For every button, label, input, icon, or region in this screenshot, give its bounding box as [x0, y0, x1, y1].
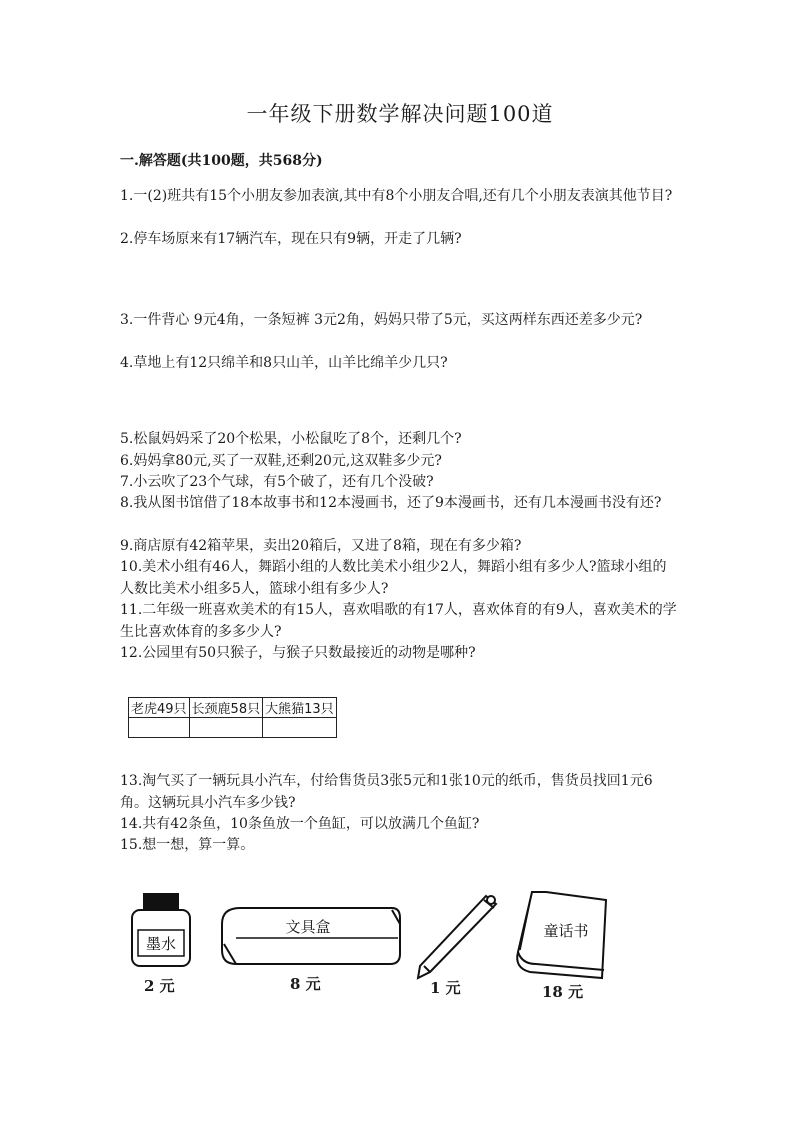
table-cell-tiger: 老虎49只 — [129, 698, 190, 718]
question-3: 3.一件背心 9元4角，一条短裤 3元2角，妈妈只带了5元，买这两样东西还差多少元? — [120, 312, 643, 328]
question-4: 4.草地上有12只绵羊和8只山羊，山羊比绵羊少几只? — [120, 355, 448, 371]
ink-bottle-icon — [132, 894, 190, 966]
question-13: 13.淘气买了一辆玩具小汽车，付给售货员3张5元和1张10元的纸币，售货员找回1元6角。这辆玩具小汽车多少钱? — [120, 773, 653, 811]
table-cell-empty — [189, 718, 263, 738]
story-book-label: 童话书 — [543, 922, 589, 940]
pencil-box-label: 文具盒 — [285, 918, 331, 936]
table-row — [129, 698, 337, 718]
table-row — [129, 718, 337, 738]
pencil-box-price: 8 元 — [290, 975, 321, 993]
question-2: 2.停车场原来有17辆汽车，现在只有9辆，开走了几辆? — [120, 231, 462, 247]
ink-price: 2 元 — [144, 977, 175, 995]
animal-count-table — [128, 697, 337, 738]
stationery-items — [0, 880, 800, 1010]
ink-label: 墨水 — [145, 935, 177, 953]
question-5: 5.松鼠妈妈采了20个松果，小松鼠吃了8个，还剩几个? — [120, 431, 462, 447]
story-book-price: 18 元 — [542, 983, 584, 1001]
question-6: 6.妈妈拿80元,买了一双鞋,还剩20元,这双鞋多少元? — [120, 453, 442, 469]
pencil-box-icon — [222, 908, 400, 964]
question-7: 7.小云吹了23个气球，有5个破了，还有几个没破? — [120, 474, 434, 490]
table-cell-empty — [129, 718, 190, 738]
table-cell-giraffe: 长颈鹿58只 — [189, 698, 263, 718]
table-cell-panda: 大熊猫13只 — [263, 698, 337, 718]
pen-price: 1 元 — [430, 979, 461, 997]
question-11: 11.二年级一班喜欢美术的有15人，喜欢唱歌的有17人，喜欢体育的有9人，喜欢美术的学生比喜欢体育的多多少人? — [120, 602, 677, 640]
question-1: 1.一(2)班共有15个小朋友参加表演,其中有8个小朋友合唱,还有几个小朋友表演其他节目? — [120, 188, 673, 204]
pen-icon — [418, 896, 496, 978]
question-15: 15.想一想，算一算。 — [120, 837, 255, 853]
question-12: 12.公园里有50只猴子，与猴子只数最接近的动物是哪种? — [120, 645, 476, 661]
section-heading: 一.解答题(共100题，共568分) — [120, 153, 323, 169]
page-title: 一年级下册数学解决问题100道 — [246, 102, 554, 126]
question-8: 8.我从图书馆借了18本故事书和12本漫画书，还了9本漫画书，还有几本漫画书没有还? — [120, 495, 662, 511]
question-9: 9.商店原有42箱苹果，卖出20箱后，又进了8箱，现在有多少箱? — [120, 538, 522, 554]
table-cell-empty — [263, 718, 337, 738]
question-14: 14.共有42条鱼，10条鱼放一个鱼缸，可以放满几个鱼缸? — [120, 816, 480, 832]
question-10: 10.美术小组有46人，舞蹈小组的人数比美术小组少2人，舞蹈小组有多少人?篮球小组的人数比美术小组多5人，篮球小组有多少人? — [120, 559, 667, 597]
